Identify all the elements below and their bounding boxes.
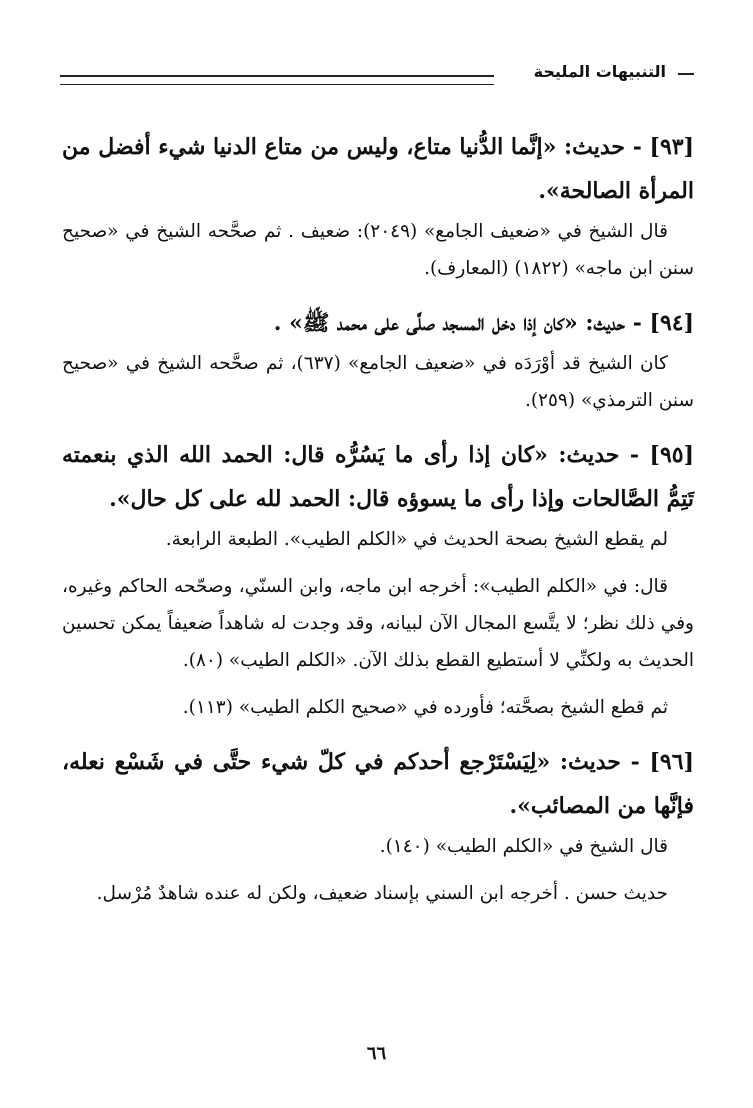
header-rule [60, 75, 494, 85]
hadith-note: ثم قطع الشيخ بصحَّته؛ فأورده في «صحيح الكلم الطيب» (١١٣). [182, 697, 668, 718]
hadith-entry-94 [62, 301, 694, 419]
hadith-number: [٩٣] [649, 134, 694, 160]
hadith-body: - حديث: «لِيَسْتَرْجع أحدكم في كلّ شيء حتَّى في شَسْع نعله، فإنَّها من المصائب». [62, 749, 694, 819]
hadith-text [62, 433, 694, 521]
hadith-entry-93 [62, 125, 694, 287]
hadith-text [62, 740, 694, 828]
hadith-body: - حديث: «إنَّما الدُّنيا متاع، وليس من متاع الدنيا شيء أفضل من المرأة الصالحة». [62, 134, 694, 204]
running-header [60, 60, 694, 90]
page-body [62, 125, 694, 926]
hadith-body: - حديث: «كان إذا دخل المسجد صلَّى على محمد ﷺ» . [273, 310, 642, 336]
hadith-entry-95 [62, 433, 694, 726]
hadith-note: حديث حسن . أخرجه ابن السني بإسناد ضعيف، ولكن له عنده شاهدٌ مُرْسل. [96, 883, 668, 904]
header-title: التنبيهات المليحة [533, 62, 666, 81]
hadith-number: [٩٥] [649, 442, 694, 468]
hadith-note: كان الشيخ قد أوْرَدَه في «ضعيف الجامع» (٦٣٧)، ثم صحَّحه الشيخ في «صحيح سنن الترمذي» (٢٥٩). [62, 353, 694, 411]
hadith-note: لم يقطع الشيخ بصحة الحديث في «الكلم الطيب». الطبعة الرابعة. [165, 529, 668, 550]
hadith-note: قال: في «الكلم الطيب»: أخرجه ابن ماجه، وابن السنّي، وصحّحه الحاكم وغيره، وفي ذلك نظر؛ لا يتَّسع المجال الآن لبيانه، وقد وجدت له شاهداً ضعيفاً يمكن تحسين الحديث به ولكنِّي لا أستطيع القطع بذلك الآن. «الكلم الطيب» (٨٠). [62, 576, 694, 671]
page-number: ٦٦ [366, 1043, 387, 1064]
hadith-entry-96 [62, 740, 694, 912]
hadith-note: قال الشيخ في «ضعيف الجامع» (٢٠٤٩): ضعيف . ثم صحَّحه الشيخ في «صحيح سنن ابن ماجه» (١٨٢٢) (المعارف). [62, 221, 694, 279]
hadith-number: [٩٦] [649, 749, 694, 775]
hadith-body: - حديث: «كان إذا رأى ما يَسُرُّه قال: الحمد الله الذي بنعمته تَتِمُّ الصَّالحات وإذا رأى ما يسوؤه قال: الحمد لله على كل حال». [62, 442, 694, 512]
hadith-text [62, 301, 694, 345]
header-dash [678, 73, 694, 75]
hadith-text [62, 125, 694, 213]
hadith-note: قال الشيخ في «الكلم الطيب» (١٤٠). [379, 836, 668, 857]
hadith-number: [٩٤] [649, 310, 694, 336]
